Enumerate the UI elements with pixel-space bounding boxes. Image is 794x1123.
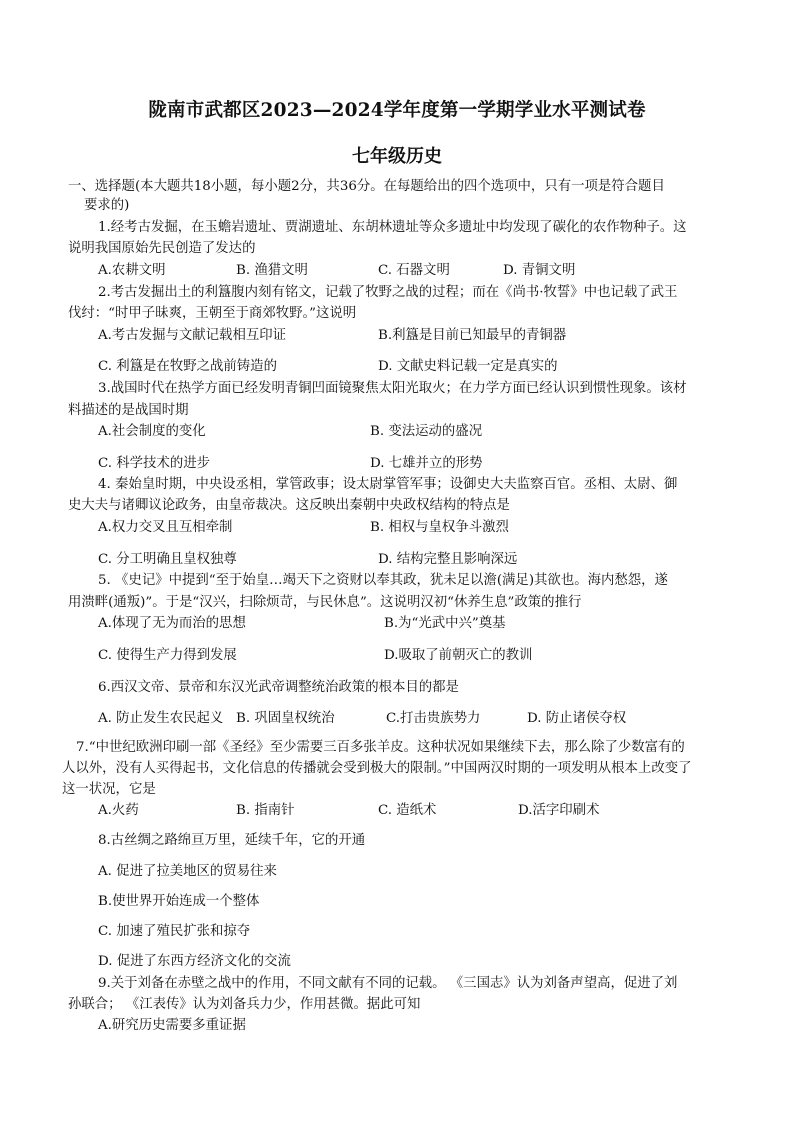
question-6-stem: 6.西汉文帝、景帝和东汉光武帝调整统治政策的根本目的都是 (98, 680, 459, 695)
section-heading: 一、选择题(本大题共18小题，每小题2分，共36分。在每题给出的四个选项中，只有一项是符合题目 (68, 179, 665, 194)
question-6-option-b: B. 巩固皇权统治 (236, 711, 335, 726)
question-2-option-a: A.考古发掘与文献记载相互印证 (98, 328, 287, 343)
question-2-option-c: C. 利簋是在牧野之战前铸造的 (98, 359, 277, 374)
question-3-stem-cont: 料描述的是战国时期 (68, 403, 189, 418)
question-3-option-a: A.社会制度的变化 (98, 424, 206, 439)
question-1-stem: 1.经考古发掘，在玉蟾岩遗址、贾湖遗址、东胡林遗址等众多遗址中均发现了碳化的农作物种子。这 (98, 220, 687, 235)
question-3-option-c: C. 科学技术的进步 (98, 456, 211, 471)
question-7-option-b: B. 指南针 (236, 803, 295, 818)
question-1-option-b: B. 渔猎文明 (236, 263, 308, 278)
question-7-option-d: D.活字印刷术 (518, 803, 600, 818)
question-4-option-a: A.权力交叉且互相牵制 (98, 520, 233, 535)
question-8-option-d: D. 促进了东西方经济文化的交流 (98, 954, 291, 969)
question-3-option-d: D. 七雄并立的形势 (370, 456, 483, 471)
question-1-option-a: A.农耕文明 (98, 263, 166, 278)
question-6-option-c: C.打击贵族势力 (386, 711, 481, 726)
question-3-stem: 3.战国时代在热学方面已经发明青铜凹面镜聚焦太阳光取火；在力学方面已经认识到惯性现象。该材 (98, 381, 687, 396)
question-4-stem-cont: 史大夫与诸卿议论政务，由皇帝裁决。这反映出秦朝中央政权结构的特点是 (68, 498, 510, 513)
question-5-stem-cont: 用溃畔(通叛)”。于是“汉兴，扫除烦苛，与民休息”。这说明汉初“休养生息”政策的推行 (68, 595, 582, 610)
question-5-option-c: C. 使得生产力得到发展 (98, 648, 237, 663)
question-7-stem-cont: 人以外，没有人买得起书，文化信息的传播就会受到极大的限制。”中国两汉时期的一项发明从根本上改变了 (62, 761, 692, 776)
question-2-stem-cont: 伐纣：“时甲子昧爽，王朝至于商郊牧野。”这说明 (68, 306, 357, 321)
question-9-option-a: A.研究历史需要多重证据 (98, 1018, 246, 1033)
question-2-option-b: B.利簋是目前已知最早的青铜器 (378, 328, 567, 343)
question-8-option-c: C. 加速了殖民扩张和掠夺 (98, 924, 251, 939)
question-3-option-b: B. 变法运动的盛况 (370, 424, 483, 439)
question-7-stem-cont-2: 这一状况，它是 (62, 782, 156, 797)
question-9-stem-cont: 孙联合； 《江表传》认为刘备兵力少，作用甚微。据此可知 (68, 997, 421, 1012)
page-subtitle: 七年级历史 (352, 146, 442, 167)
question-1-option-c: C. 石器文明 (378, 263, 450, 278)
question-7-option-c: C. 造纸术 (378, 803, 437, 818)
question-5-option-b: B.为“光武中兴”奠基 (384, 616, 506, 631)
question-6-option-d: D. 防止诸侯夺权 (527, 711, 627, 726)
question-4-option-c: C. 分工明确且皇权独尊 (98, 552, 237, 567)
question-5-option-d: D.吸取了前朝灭亡的教训 (384, 648, 533, 663)
question-4-option-b: B. 相权与皇权争斗激烈 (370, 520, 509, 535)
question-2-stem: 2.考古发掘出土的利簋腹内刻有铭文，记载了牧野之战的过程；而在《尚书·牧誓》中也记载了武王 (98, 285, 678, 300)
page-title: 陇南市武都区2023—2024学年度第一学期学业水平测试卷 (148, 100, 646, 121)
question-4-stem: 4. 秦始皇时期，中央设丞相，掌管政事；设太尉掌管军事；设御史大夫监察百官。丞相、太尉、御 (98, 477, 678, 492)
question-7-stem: 7.“中世纪欧洲印刷一部《圣经》至少需要三百多张羊皮。这种状况如果继续下去，那么除了少数富有的 (76, 740, 685, 755)
question-1-option-d: D. 青铜文明 (503, 263, 576, 278)
question-8-stem: 8.古丝绸之路绵亘万里，延续千年，它的开通 (98, 833, 366, 848)
question-8-option-a: A. 促进了拉美地区的贸易往来 (98, 864, 277, 879)
question-8-option-b: B.使世界开始连成一个整体 (98, 894, 260, 909)
section-heading-cont: 要求的) (84, 198, 130, 213)
question-5-stem: 5. 《史记》中提到“至于始皇…竭天下之资财以奉其政，犹未足以澹(满足)其欲也。海内愁怨，遂 (98, 573, 668, 588)
question-7-option-a: A.火药 (98, 803, 139, 818)
question-6-option-a: A. 防止发生农民起义 (98, 711, 224, 726)
question-2-option-d: D. 文献史料记载一定是真实的 (378, 359, 558, 374)
question-4-option-d: D. 结构完整且影响深远 (378, 552, 518, 567)
question-9-stem: 9.关于刘备在赤壁之战中的作用，不同文献有不同的记载。 《三国志》认为刘备声望高，促进了刘 (98, 976, 678, 991)
question-5-option-a: A.体现了无为而治的思想 (98, 616, 246, 631)
question-1-stem-cont: 说明我国原始先民创造了发达的 (68, 241, 256, 256)
